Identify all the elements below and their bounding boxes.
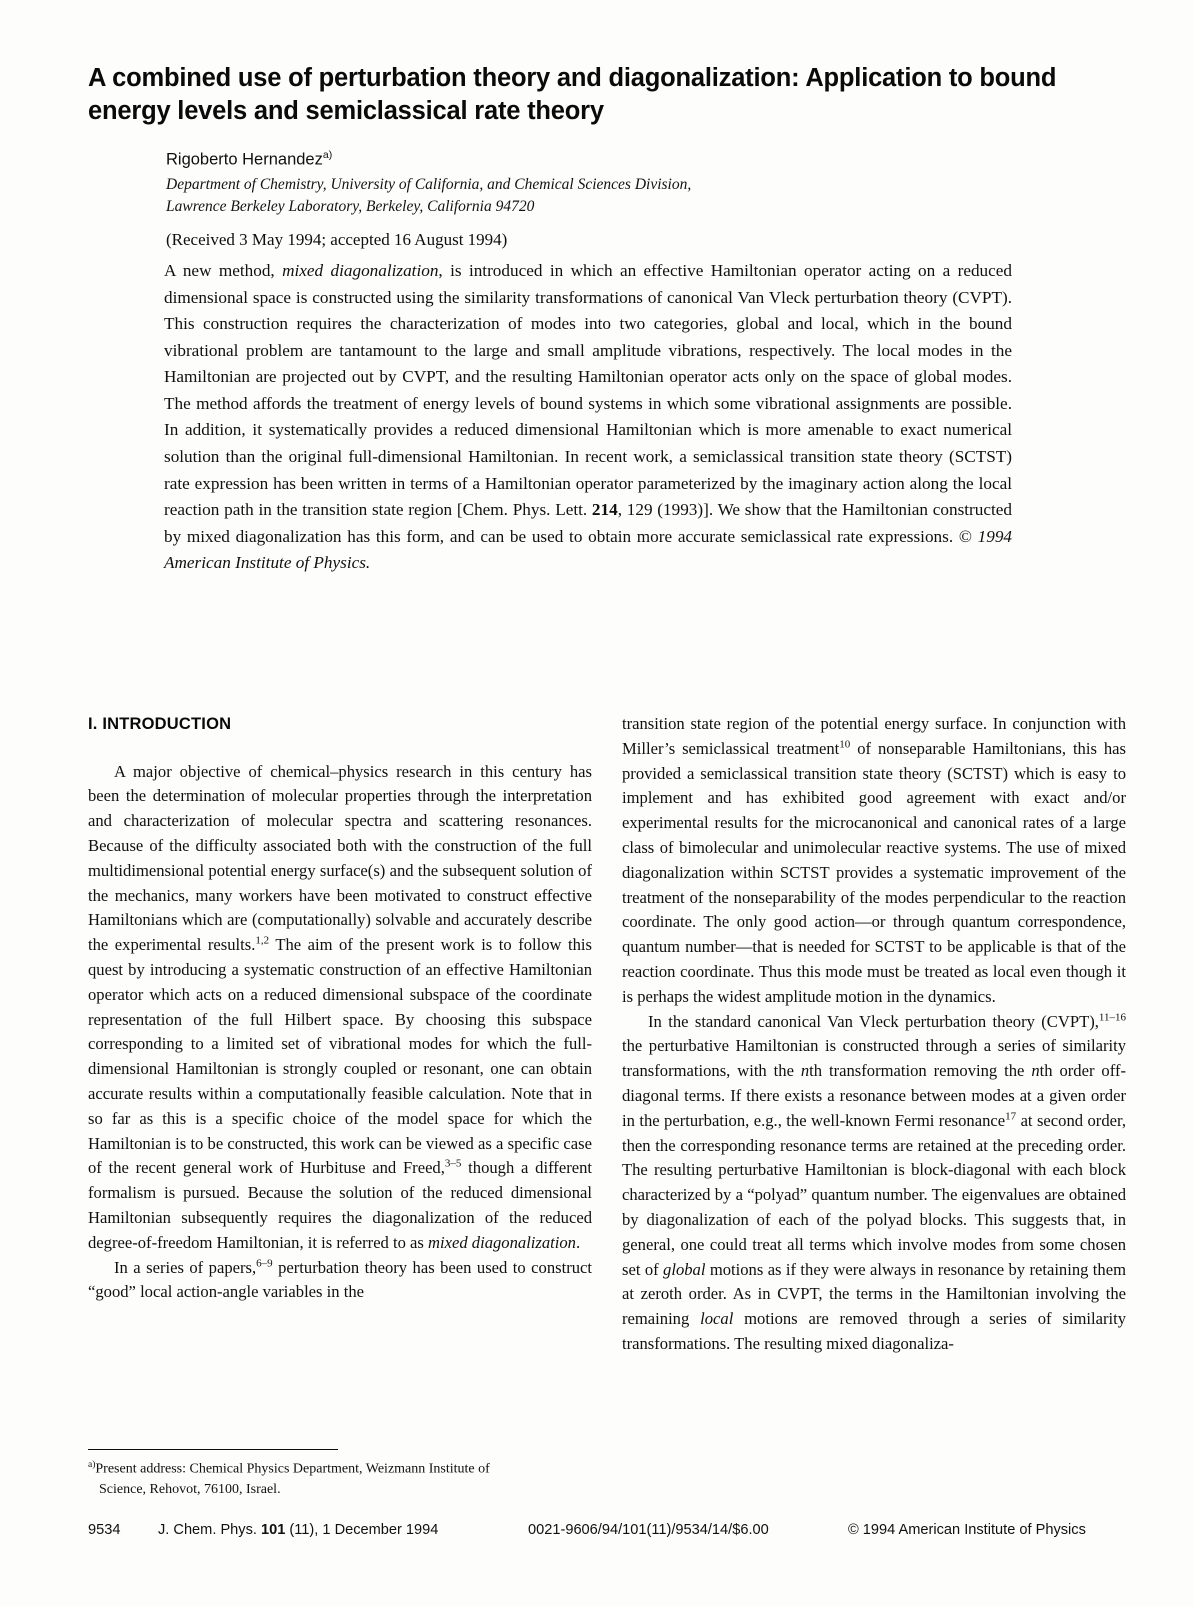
page-title: A combined use of perturbation theory and diagonalization: Application to bound energy levels and semiclassical rate theory	[88, 64, 1057, 126]
abstract-emphasis-mixed-diagonalization: mixed diagonalization	[282, 261, 439, 280]
footer-issn: 0021-9606/94/101(11)/9534/14/$6.00	[528, 1522, 769, 1538]
affiliation-line-2: Lawrence Berkeley Laboratory, Berkeley, California 94720	[166, 197, 535, 215]
body-column-left	[88, 712, 592, 1305]
paragraph-left-2	[88, 1256, 592, 1306]
citation-ref-17: 17	[1005, 1110, 1017, 1123]
footer-journal-prefix: J. Chem. Phys.	[158, 1522, 261, 1538]
paragraph-right-1-part-b: of nonseparable Hamiltonians, this has provided a semiclassical transition state theory (SCTST) which is easy to implement and has exhibited good agreement with exact and/or experimental results for the microcanonical and canonical rates of a large class of bimolecular and unimolecular reactive systems. The use of mixed diagonalization within SCTST provides a systematic improvement of the treatment of the nonseparability of the modes perpendicular to the reaction coordinate. The only good action—or through quantum correspondence, quantum number—that is needed for SCTST to be applicable is that of the reaction coordinate. Thus this mode must be treated as local even though it is perhaps the widest amplitude motion in the dynamics.	[622, 738, 1126, 1006]
paragraph-left-1	[88, 760, 592, 1256]
paragraph-left-1-part-b: The aim of the present work is to follow this quest by introducing a systematic construction of an effective Hamiltonian operator which acts on a reduced dimensional subspace of the coordinate representation of the full Hilbert space. By choosing this subspace corresponding to a limited set of vibrational modes for which the full-dimensional Hamiltonian is strongly coupled or resonant, one can obtain accurate results within a computationally feasible calculation. Note that in so far as this is a specific choice of the model space for which the Hamiltonian is to be constructed, this work can be viewed as a specific case of the recent general work of Hurbituse and Freed,	[88, 935, 593, 1178]
abstract	[164, 258, 1012, 577]
citation-ref-6-9: 6–9	[256, 1257, 273, 1270]
abstract-copyright: 1994 American Institute of Physics.	[164, 526, 1012, 573]
abstract-reference-volume: 214	[591, 500, 618, 520]
emphasis-mixed-diagonalization: mixed diagonalization	[428, 1232, 576, 1252]
footnote	[88, 1459, 588, 1499]
paragraph-left-1-part-d: .	[575, 1232, 581, 1252]
emphasis-n-1: n	[800, 1061, 810, 1081]
citation-ref-11-16: 11–16	[1098, 1011, 1126, 1024]
citation-ref-10: 10	[839, 738, 851, 751]
section-heading-introduction: I. INTRODUCTION	[88, 715, 232, 733]
footnote-marker: a)	[88, 1460, 96, 1470]
author-block	[166, 148, 1026, 218]
author-footnote-marker: a)	[322, 149, 333, 161]
affiliation-line-1: Department of Chemistry, University of California, and Chemical Sciences Division,	[166, 175, 692, 193]
paragraph-left-2-part-b: perturbation theory has been used to construct “good” local action-angle variables in the	[88, 1257, 593, 1302]
paragraph-right-2-part-b: the perturbative Hamiltonian is constructed through a series of similarity transformations, with the	[622, 1036, 1126, 1081]
paragraph-right-2-part-e: at second order, then the corresponding resonance terms are retained at the preceding order. The resulting perturbative Hamiltonian is block-diagonal with each block characterized by a “polyad” quantum number. The eigenvalues are obtained by diagonalization of each of the polyad blocks. This suggests that, in general, one could treat all terms which involve modes from some chosen set of	[622, 1110, 1126, 1279]
citation-ref-3-5: 3–5	[444, 1157, 462, 1170]
footnote-line-2: Science, Rehovot, 76100, Israel.	[99, 1481, 281, 1497]
author-name-text: Rigoberto Hernandez	[166, 150, 323, 169]
author-name	[166, 148, 1026, 171]
footer-journal-volume: 101	[261, 1522, 286, 1538]
citation-ref-1-2: 1,2	[255, 934, 270, 947]
paragraph-left-1-part-a: A major objective of chemical–physics research in this century has been the determination of molecular properties through the interpretation and characterization of molecular spectra and scattering resonances. Because of the difficulty associated both with the construction of the full multidimensional potential energy surface(s) and the subsequent solution of the mechanics, many workers have been motivated to construct effective Hamiltonians which are (computationally) solvable and accurately describe the experimental results.	[88, 761, 592, 955]
footer-page-number: 9534	[88, 1522, 121, 1538]
footer-copyright: © 1994 American Institute of Physics	[848, 1522, 1086, 1538]
footnote-line-1: Present address: Chemical Physics Department, Weizmann Institute of	[95, 1461, 490, 1477]
footer-journal-citation	[158, 1522, 438, 1538]
emphasis-global: global	[663, 1259, 706, 1279]
paragraph-left-2-part-a: In a series of papers,	[114, 1257, 257, 1277]
received-dates: (Received 3 May 1994; accepted 16 August 1994)	[166, 230, 508, 249]
footnote-divider	[88, 1449, 338, 1450]
footer-journal-suffix: (11), 1 December 1994	[285, 1522, 439, 1538]
paragraph-right-2-part-d: th order off-diagonal terms. If there exists a resonance between modes at a given order in the perturbation, e.g., the well-known Fermi resonance	[622, 1061, 1126, 1130]
paragraph-right-2-part-g: motions are removed through a series of similarity transformations. The resulting mixed diagonaliza-	[622, 1309, 1126, 1353]
paragraph-left-1-part-c: though a different formalism is pursued. Because the solution of the reduced dimensional Hamiltonian subsequently requires the diagonalization of the reduced degree-of-freedom Hamiltonian, it is referred to as	[88, 1158, 592, 1252]
body-column-right	[622, 712, 1126, 1357]
paragraph-right-2-part-f: motions as if they were always in resonance by retaining them at zeroth order. As in CVPT, the terms in the Hamiltonian involving the remaining	[622, 1259, 1126, 1329]
paragraph-right-1	[622, 712, 1126, 1010]
paragraph-right-1-part-a: transition state region of the potential energy surface. In conjunction with Miller’s semiclassical treatment	[622, 714, 1126, 758]
emphasis-n-2: n	[1031, 1061, 1040, 1081]
paragraph-right-2-part-c: th transformation removing the	[809, 1061, 1032, 1081]
abstract-part-1: A new method,	[164, 261, 283, 280]
paragraph-right-2-part-a: In the standard canonical Van Vleck perturbation theory (CVPT),	[648, 1011, 1099, 1031]
emphasis-local: local	[700, 1309, 734, 1329]
abstract-part-3: , 129 (1993)]. We show that the Hamiltonian constructed by mixed diagonalization has this form, and can be used to obtain more accurate semiclassical rate expressions. ©	[164, 500, 1012, 546]
paragraph-right-2	[622, 1010, 1126, 1357]
abstract-part-2: , is introduced in which an effective Hamiltonian operator acting on a reduced dimensional space is constructed using the similarity transformations of canonical Van Vleck perturbation theory (CVPT). This construction requires the characterization of modes into two categories, global and local, which in the bound vibrational problem are tantamount to the large and small amplitude vibrations, respectively. The local modes in the Hamiltonian are projected out by CVPT, and the resulting Hamiltonian operator acts only on the space of global modes. The method affords the treatment of energy levels of bound systems in which some vibrational assignments are possible. In addition, it systematically provides a reduced dimensional Hamiltonian which is more amenable to exact numerical solution than the original full-dimensional Hamiltonian. In recent work, a semiclassical transition state theory (SCTST) rate expression has been written in terms of a Hamiltonian operator parameterized by the imaginary action along the local reaction path in the transition state region [Chem. Phys. Lett.	[164, 261, 1012, 520]
